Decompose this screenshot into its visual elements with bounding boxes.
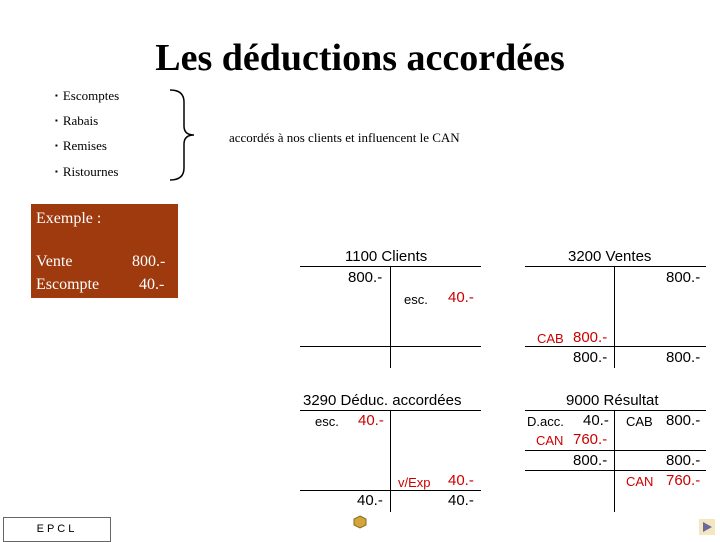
bullet-escomptes: ▪ Escomptes (55, 88, 119, 104)
cell-value: 40.- (583, 412, 609, 429)
cell-label: D.acc. (527, 414, 564, 429)
cell-label: CAN (626, 474, 654, 489)
example-heading: Exemple : (36, 210, 102, 227)
bullet-rabais: ▪ Rabais (55, 113, 98, 129)
total-value: 40.- (357, 492, 383, 509)
brace-text: accordés à nos clients et influencent le CAN (229, 130, 460, 145)
cell-label: CAN (536, 433, 564, 448)
epcl-button[interactable]: EPCL (3, 517, 111, 542)
total-value: 800.- (573, 349, 608, 366)
cell-label: v/Exp (398, 475, 431, 490)
play-arrow-icon (699, 519, 715, 535)
account-title: 3290 Déduc. accordées (303, 392, 462, 409)
cell-label: esc. (404, 292, 428, 307)
cell-value: 760.- (573, 431, 608, 448)
total-value: 800.- (666, 349, 701, 366)
example-box (31, 204, 178, 298)
next-slide-button[interactable] (699, 519, 715, 535)
cell-label: CAB (626, 414, 653, 429)
cell-value: 40.- (358, 412, 384, 429)
total-value: 40.- (448, 492, 474, 509)
example-value: 800.- (132, 253, 166, 270)
cell-label: esc. (315, 414, 339, 429)
cell-value: 800.- (666, 412, 701, 429)
cell-value: 800.- (573, 329, 608, 346)
example-label: Escompte (36, 276, 100, 293)
curly-brace-icon (168, 88, 198, 182)
cell-value: 40.- (448, 289, 474, 306)
cell-value: 760.- (666, 472, 701, 489)
account-title: 1100 Clients (345, 248, 428, 265)
page-title: Les déductions accordées (155, 37, 565, 79)
example-label: Vente (36, 253, 73, 270)
gem-icon (353, 515, 367, 529)
total-value: 800.- (573, 452, 608, 469)
bullet-ristournes: ▪ Ristournes (55, 164, 118, 180)
bullet-remises: ▪ Remises (55, 138, 107, 154)
cell-label: CAB (537, 331, 564, 346)
account-title: 3200 Ventes (568, 248, 652, 265)
cell-value: 800.- (666, 269, 701, 286)
example-value: 40.- (139, 276, 165, 293)
cell-value: 800.- (348, 269, 383, 286)
account-title: 9000 Résultat (566, 392, 659, 409)
cell-value: 40.- (448, 472, 474, 489)
total-value: 800.- (666, 452, 701, 469)
